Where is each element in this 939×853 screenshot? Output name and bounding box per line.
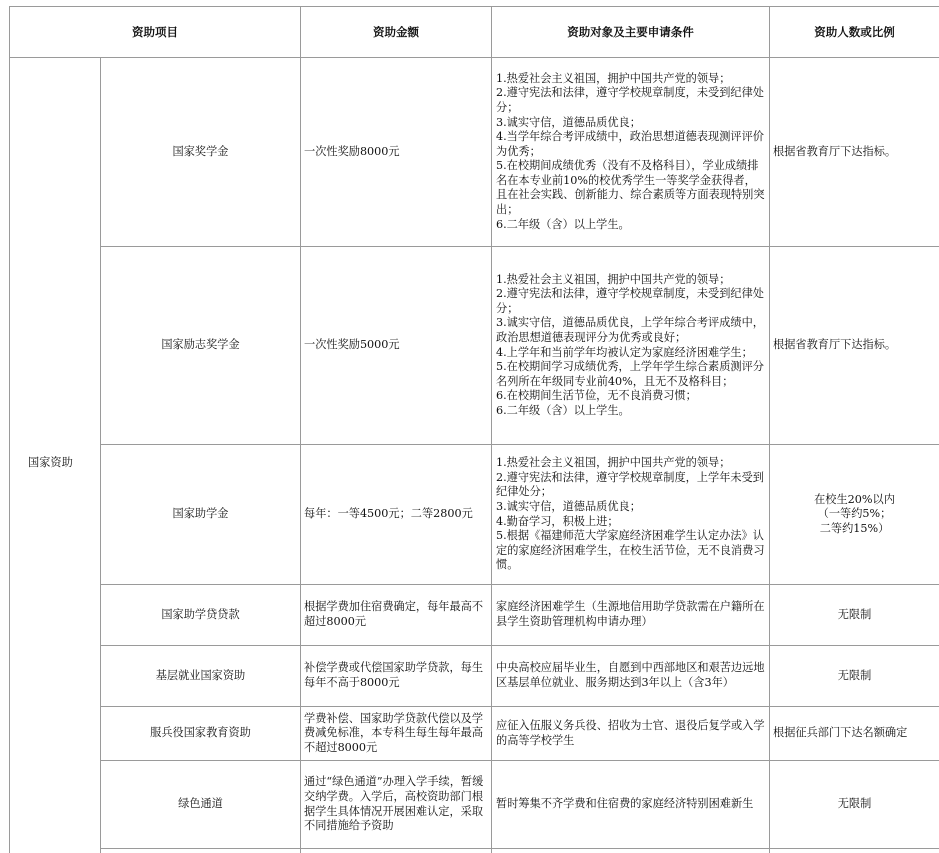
- condition-line: 1.热爱社会主义祖国，拥护中国共产党的领导；: [496, 272, 731, 286]
- table-row: [10, 445, 939, 585]
- header-row: [10, 7, 939, 58]
- item-name: 基层就业国家资助: [101, 646, 301, 707]
- item-name: 国家助学金: [101, 445, 301, 585]
- funding-table-container: [9, 6, 939, 853]
- condition-line: 暂时筹集不齐学费和住宿费的家庭经济特别困难新生: [496, 797, 754, 811]
- ratio-line: 二等约15%）: [819, 521, 890, 535]
- table-row: [10, 247, 939, 445]
- header-amount: 资助金额: [301, 7, 492, 58]
- item-amount: 学费补偿、国家助学贷款代偿以及学费减免标准，本专科生每生每年最高不超过8000元: [301, 707, 492, 761]
- condition-line: 2.遵守宪法和法律，遵守学校规章制度，上学年未受到纪律处分；: [496, 470, 764, 499]
- condition-line: 3.诚实守信，道德品质优良，上学年综合考评成绩中，政治思想道德表现评分为优秀或良好；: [496, 316, 764, 344]
- item-amount: 通过“绿色通道”办理入学手续，暂缓交纳学费。入学后，高校资助部门根据学生具体情况开展困难认定，采取不同措施给予资助: [301, 761, 492, 849]
- condition-line: 3.诚实守信，道德品质优良；: [496, 115, 641, 129]
- condition-line: 6.二年级（含）以上学生。: [496, 217, 630, 231]
- item-ratio: 无限制: [770, 646, 939, 707]
- item-name: 国家励志奖学金: [101, 247, 301, 445]
- condition-line: 4.上学年和当前学年均被认定为家庭经济困难学生；: [496, 345, 753, 359]
- item-name: 绿色通道: [101, 761, 301, 849]
- condition-line: 2.遵守宪法和法律，遵守学校规章制度，未受到纪律处分；: [496, 86, 764, 114]
- item-ratio: 无限制: [770, 585, 939, 646]
- condition-line: 应征入伍服义务兵役、招收为士官、退役后复学或入学的高等学校学生: [496, 718, 765, 747]
- condition-line: 3.诚实守信，道德品质优良；: [496, 499, 641, 513]
- item-name: 国家奖学金: [101, 58, 301, 247]
- item-ratio: 根据省教育厅下达指标。: [770, 247, 939, 445]
- category-cell: 国家资助: [10, 58, 101, 853]
- table-row: [10, 849, 939, 853]
- item-conditions: [492, 707, 770, 761]
- condition-line: 6.二年级（含）以上学生。: [496, 403, 630, 417]
- funding-table: [9, 6, 939, 853]
- table-row: [10, 585, 939, 646]
- condition-line: 5.在校期间学习成绩优秀，上学年学生综合素质测评分名列所在年级同专业前40%，且无不及格科目；: [496, 360, 764, 388]
- condition-line: 5.在校期间成绩优秀（没有不及格科目），学业成绩排名在本专业前10%的校优秀学生一等奖学金获得者，且在社会实践、创新能力、综合素质等方面表现特别突出；: [496, 159, 765, 217]
- condition-line: 6.在校期间生活节俭，无不良消费习惯；: [496, 389, 697, 403]
- condition-line: 家庭经济困难学生（生源地信用助学贷款需在户籍所在县学生资助管理机构申请办理）: [496, 600, 765, 628]
- ratio-line: （一等约5%；: [817, 507, 892, 521]
- item-ratio: 根据征兵部门下达名额确定: [770, 707, 939, 761]
- item-conditions: [492, 445, 770, 585]
- ratio-line: 在校生20%以内: [814, 492, 895, 506]
- table-row: [10, 646, 939, 707]
- item-conditions: [492, 585, 770, 646]
- item-name: 服兵役国家教育资助: [101, 707, 301, 761]
- table-row: [10, 761, 939, 849]
- header-conditions: 资助对象及主要申请条件: [492, 7, 770, 58]
- item-amount: 每年：一等4500元；二等2800元: [301, 445, 492, 585]
- item-conditions: [492, 761, 770, 849]
- item-amount: 一次性奖励5000元: [301, 247, 492, 445]
- item-name: 国家助学贷贷款: [101, 585, 301, 646]
- header-project: 资助项目: [10, 7, 301, 58]
- condition-line: 4.当学年综合考评成绩中，政治思想道德表现测评评价为优秀；: [496, 130, 764, 158]
- header-ratio: 资助人数或比例: [770, 7, 939, 58]
- condition-line: 1.热爱社会主义祖国，拥护中国共产党的领导；: [496, 456, 731, 470]
- item-conditions: [492, 58, 770, 247]
- condition-line: 4.勤奋学习，积极上进；: [496, 514, 619, 528]
- item-conditions: [492, 247, 770, 445]
- item-conditions: [492, 646, 770, 707]
- item-amount: 补偿学费或代偿国家助学贷款，每生每年不高于8000元: [301, 646, 492, 707]
- condition-line: 1.热爱社会主义祖国，拥护中国共产党的领导；: [496, 71, 731, 85]
- table-row: [10, 707, 939, 761]
- condition-line: 中央高校应届毕业生，自愿到中西部地区和艰苦边远地区基层单位就业、服务期达到3年以上（含3年）: [496, 661, 765, 689]
- condition-line: 5.根据《福建师范大学家庭经济困难学生认定办法》认定的家庭经济困难学生，在校生活节俭，无不良消费习惯。: [496, 529, 765, 572]
- table-row: [10, 58, 939, 247]
- item-amount: 根据学费加住宿费确定，每年最高不超过8000元: [301, 585, 492, 646]
- item-ratio: [770, 445, 939, 585]
- item-ratio: 根据省教育厅下达指标。: [770, 58, 939, 247]
- condition-line: 2.遵守宪法和法律，遵守学校规章制度，未受到纪律处分；: [496, 287, 764, 315]
- item-amount: 一次性奖励8000元: [301, 58, 492, 247]
- item-ratio: 无限制: [770, 761, 939, 849]
